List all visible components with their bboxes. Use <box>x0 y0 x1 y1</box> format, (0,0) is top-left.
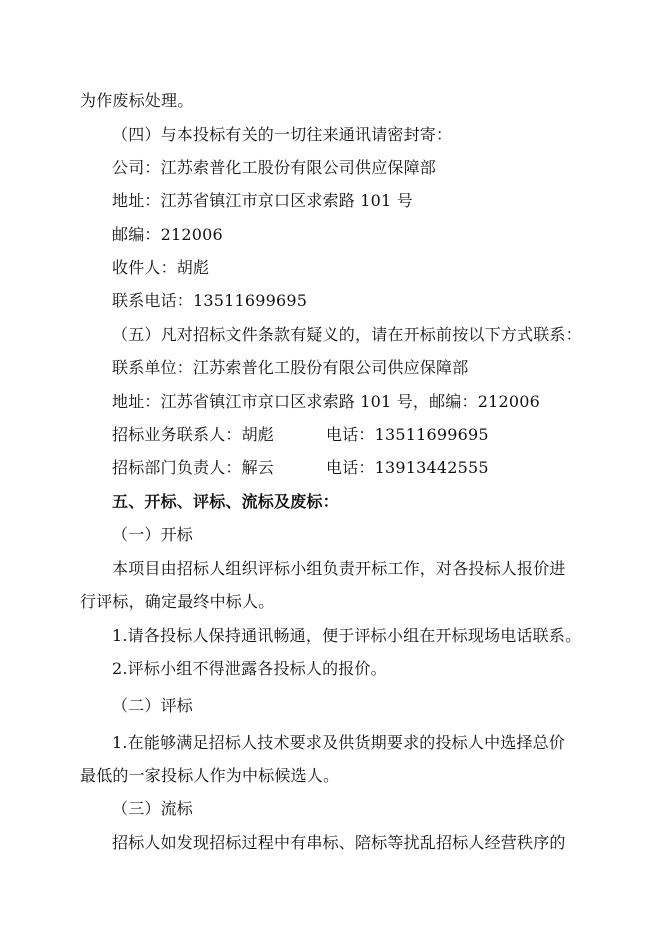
paragraph-line: 行评标，确定最终中标人。 <box>80 592 275 611</box>
business-contact-line <box>112 425 612 445</box>
phone-line: 联系电话：13511699695 <box>112 291 308 310</box>
paragraph-line: 为作废标处理。 <box>80 91 194 110</box>
paragraph-line: 本项目由招标人组织评标小组负责开标工作，对各投标人报价进 <box>112 559 566 578</box>
address-postcode-line: 地址：江苏省镇江市京口区求索路 101 号，邮编：212006 <box>112 392 540 411</box>
opening-subheading: （一）开标 <box>112 525 194 544</box>
evaluation-subheading: （二）评标 <box>112 696 194 715</box>
list-item: 1.请各投标人保持通讯畅通，便于评标小组在开标现场电话联系。 <box>112 626 582 645</box>
recipient-line: 收件人：胡彪 <box>112 258 210 277</box>
department-head-name: 招标部门负责人：解云 <box>112 458 275 477</box>
address-line: 地址：江苏省镇江市京口区求索路 101 号 <box>112 191 413 210</box>
list-item: 1.在能够满足招标人技术要求及供货期要求的投标人中选择总价 <box>112 733 566 752</box>
business-contact-phone: 电话：13511699695 <box>326 425 489 444</box>
business-contact-name: 招标业务联系人：胡彪 <box>112 425 275 444</box>
failed-bid-subheading: （三）流标 <box>112 799 194 818</box>
company-line: 公司：江苏索普化工股份有限公司供应保障部 <box>112 158 437 177</box>
chapter-five-heading: 五、开标、评标、流标及废标： <box>112 492 339 511</box>
department-head-line <box>112 458 612 478</box>
postcode-line: 邮编：212006 <box>112 225 223 244</box>
list-item: 2.评标小组不得泄露各投标人的报价。 <box>112 659 387 678</box>
paragraph-line: 招标人如发现招标过程中有串标、陪标等扰乱招标人经营秩序的 <box>112 833 566 852</box>
department-head-phone: 电话：13913442555 <box>326 458 489 477</box>
section-five-heading: （五）凡对招标文件条款有疑义的，请在开标前按以下方式联系： <box>112 325 582 344</box>
paragraph-line: 最低的一家投标人作为中标候选人。 <box>80 766 340 785</box>
contact-unit-line: 联系单位：江苏索普化工股份有限公司供应保障部 <box>112 358 469 377</box>
section-four-heading: （四）与本投标有关的一切往来通讯请密封寄： <box>112 125 453 144</box>
